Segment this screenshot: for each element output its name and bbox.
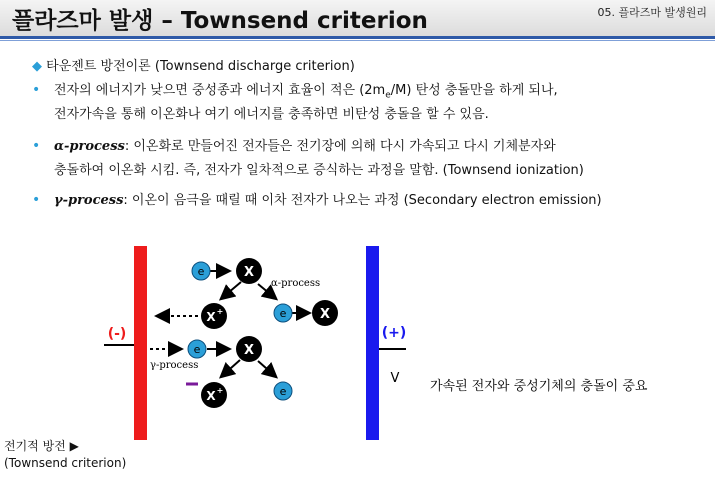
gamma-process-label: γ-process [150, 360, 199, 371]
alpha-process-label: α-process [271, 278, 321, 289]
ion-label: X [206, 310, 216, 324]
bullet-icon: • [32, 192, 41, 208]
pos-label: (+) [381, 325, 407, 341]
atom-2 [312, 300, 338, 326]
header-rule-thin [0, 40, 715, 41]
atom-label: X [243, 343, 255, 358]
gamma-text: : 이온이 음극을 때릴 때 이차 전자가 나오는 과정 (Secondary electron emission) [123, 193, 602, 208]
electron-label: e [193, 343, 201, 356]
alpha-text: : 이온화로 만들어진 전자들은 전기장에 의해 다시 가속되고 다시 기체분자와 [124, 139, 556, 154]
neg-label: (-) [107, 326, 127, 342]
electron-1 [192, 262, 210, 280]
electron-3 [188, 340, 206, 358]
arrow-x3-to-ion [222, 360, 240, 376]
header-bar [0, 0, 715, 36]
electron-4 [274, 382, 292, 400]
bullet2-line1 [32, 135, 556, 154]
alpha-term: α-process [54, 139, 125, 154]
ion-2 [201, 382, 227, 408]
electron-label: e [197, 265, 205, 278]
ion-charge: + [216, 386, 224, 395]
bullet1-text-b: /M) 탄성 충돌만을 하게 되나, [390, 83, 558, 98]
townsend-diagram [0, 235, 715, 490]
atom-label: X [319, 307, 331, 322]
atom-1 [236, 258, 262, 284]
heading-text: 타운젠트 방전이론 (Townsend discharge criterion) [46, 59, 355, 74]
arrow-x-to-ion [222, 282, 241, 298]
footer-line2: (Townsend criterion) [4, 456, 127, 470]
header-rule [0, 36, 715, 39]
bullet1-text-a: 전자의 에너지가 낮으면 중성종과 에너지 효율이 적은 (2m [54, 83, 386, 98]
page-title: 플라즈마 발생 – Townsend criterion [12, 8, 428, 34]
bullet2-line2: 충돌하여 이온화 시킴. 즉, 전자가 일차적으로 증식하는 과정을 말함. (Townsend ionization) [54, 163, 584, 178]
section-label: 05. 플라즈마 발생원리 [597, 6, 707, 19]
bullet1-line2: 전자가속을 통해 이온화나 여기 에너지를 충족하면 비탄성 충돌을 할 수 있음. [54, 107, 489, 122]
collision-note: 가속된 전자와 중성기체의 충돌이 중요 [430, 379, 648, 394]
bullet1-subscript: e [385, 90, 391, 101]
electron-2 [274, 304, 292, 322]
cathode-plate [134, 246, 147, 440]
electron-label: e [279, 385, 287, 398]
ion-label: X [206, 389, 216, 403]
bullet3-line [32, 189, 602, 208]
arrow-x3-to-e [258, 361, 275, 376]
bullet1-line1 [32, 79, 558, 101]
atom-label: X [243, 265, 255, 280]
v-label: V [390, 371, 400, 386]
electron-label: e [279, 307, 287, 320]
footer-line1: 전기적 방전 ▶ [4, 439, 79, 453]
bullet-icon: • [32, 82, 41, 98]
anode-plate [366, 246, 379, 440]
ion-charge: + [216, 307, 224, 316]
gamma-term: γ-process [54, 193, 124, 208]
diamond-bullet-icon: ◆ [32, 59, 42, 74]
bullet-icon: • [32, 138, 41, 154]
ion-1 [201, 303, 227, 329]
heading-line [32, 55, 355, 74]
atom-3 [236, 336, 262, 362]
